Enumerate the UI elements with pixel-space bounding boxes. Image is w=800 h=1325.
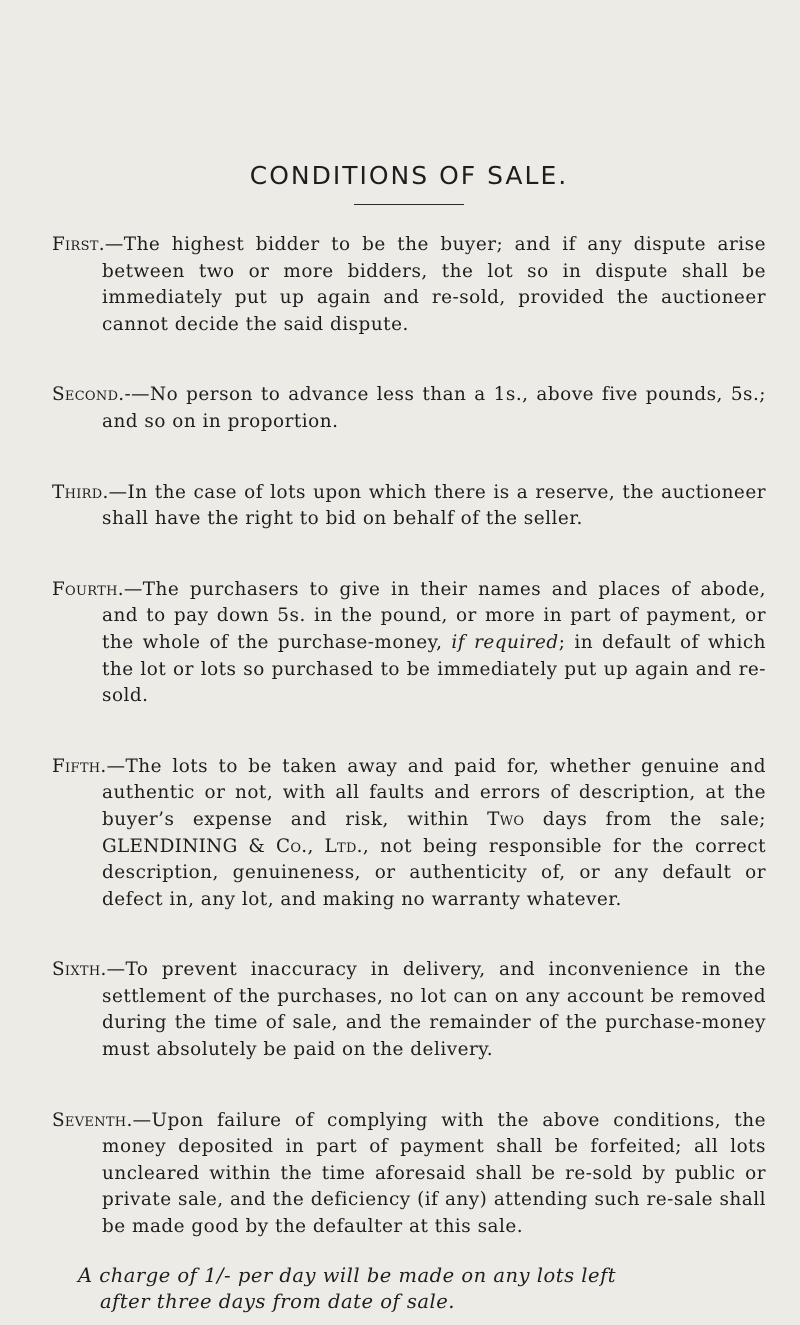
condition-sixth [52,957,766,1063]
condition-seventh [52,1108,766,1241]
page-title: CONDITIONS OF SALE. [249,161,569,190]
condition-text: —The highest bidder to be the buyer; and if any dispute arise between two or more bidders, the lot so in dispute shall be immediately put up again and re-sold, provided the auctioneer cannot decide the said dispute. [102,234,766,335]
auctioneer-name: GLENDINING & Co., Ltd. [102,835,363,857]
condition-text: —The lots to be taken away and paid for, whether genuine and authentic or not, with all faults and errors of description, at the buyer’s expense and risk, within [102,755,766,830]
condition-text-continued: ; in default of which the lot or lots so purchased to be immediately put up again and re-sold. [102,631,766,707]
condition-fourth [52,577,766,710]
note-line: A charge of 1/- per day will be made on any lots left [78,1263,617,1287]
condition-fifth [52,754,766,914]
condition-ordinal: Sixth. [52,959,107,981]
condition-text: —In the case of lots upon which there is a reserve, the auctioneer shall have the right to bid on behalf of the seller. [102,481,766,530]
condition-small-caps: Two [487,808,525,830]
condition-emphasis: if required [451,631,559,653]
condition-second [52,382,766,435]
condition-ordinal: Third. [52,481,109,503]
condition-text: -—No person to advance less than a 1s., above five pounds, 5s.; and so on in proportion. [102,384,766,432]
condition-ordinal: Second. [52,384,125,406]
condition-text: —Upon failure of complying with the above conditions, the money deposited in part of payment shall be forfeited; all lots uncleared within the time aforesaid shall be re-sold by public or private sale, and the deficiency (if any) attending such re-sale shall be made good by the defaulter at this sale. [102,1109,766,1238]
condition-ordinal: Fourth. [52,578,124,600]
condition-text-middle: days from the sale; [524,808,766,830]
condition-ordinal: Fifth. [52,755,107,777]
condition-text: —To prevent inaccuracy in delivery, and inconvenience in the settlement of the purchases, no lot can on any account be removed during the time of sale, and the remainder of the purchase-money must absolutely be paid on the delivery. [102,959,766,1061]
note-line: after three days from date of sale. [100,1290,455,1314]
condition-text: —The purchasers to give in their names and places of abode, and to pay down 5s. in the pound, or more in part of payment, or the whole of the purchase-money, [102,578,766,653]
condition-text-continued: , not being responsible for the correct description, genuineness, or authenticity of, or any default or defect in, any lot, and making no warranty whatever. [102,835,766,910]
condition-ordinal: Seventh. [52,1109,133,1131]
condition-first [52,232,766,338]
storage-charge-note [52,1263,766,1316]
condition-ordinal: First. [52,234,105,255]
condition-third [52,480,766,533]
title-divider [354,204,464,205]
conditions-list [52,232,766,1241]
